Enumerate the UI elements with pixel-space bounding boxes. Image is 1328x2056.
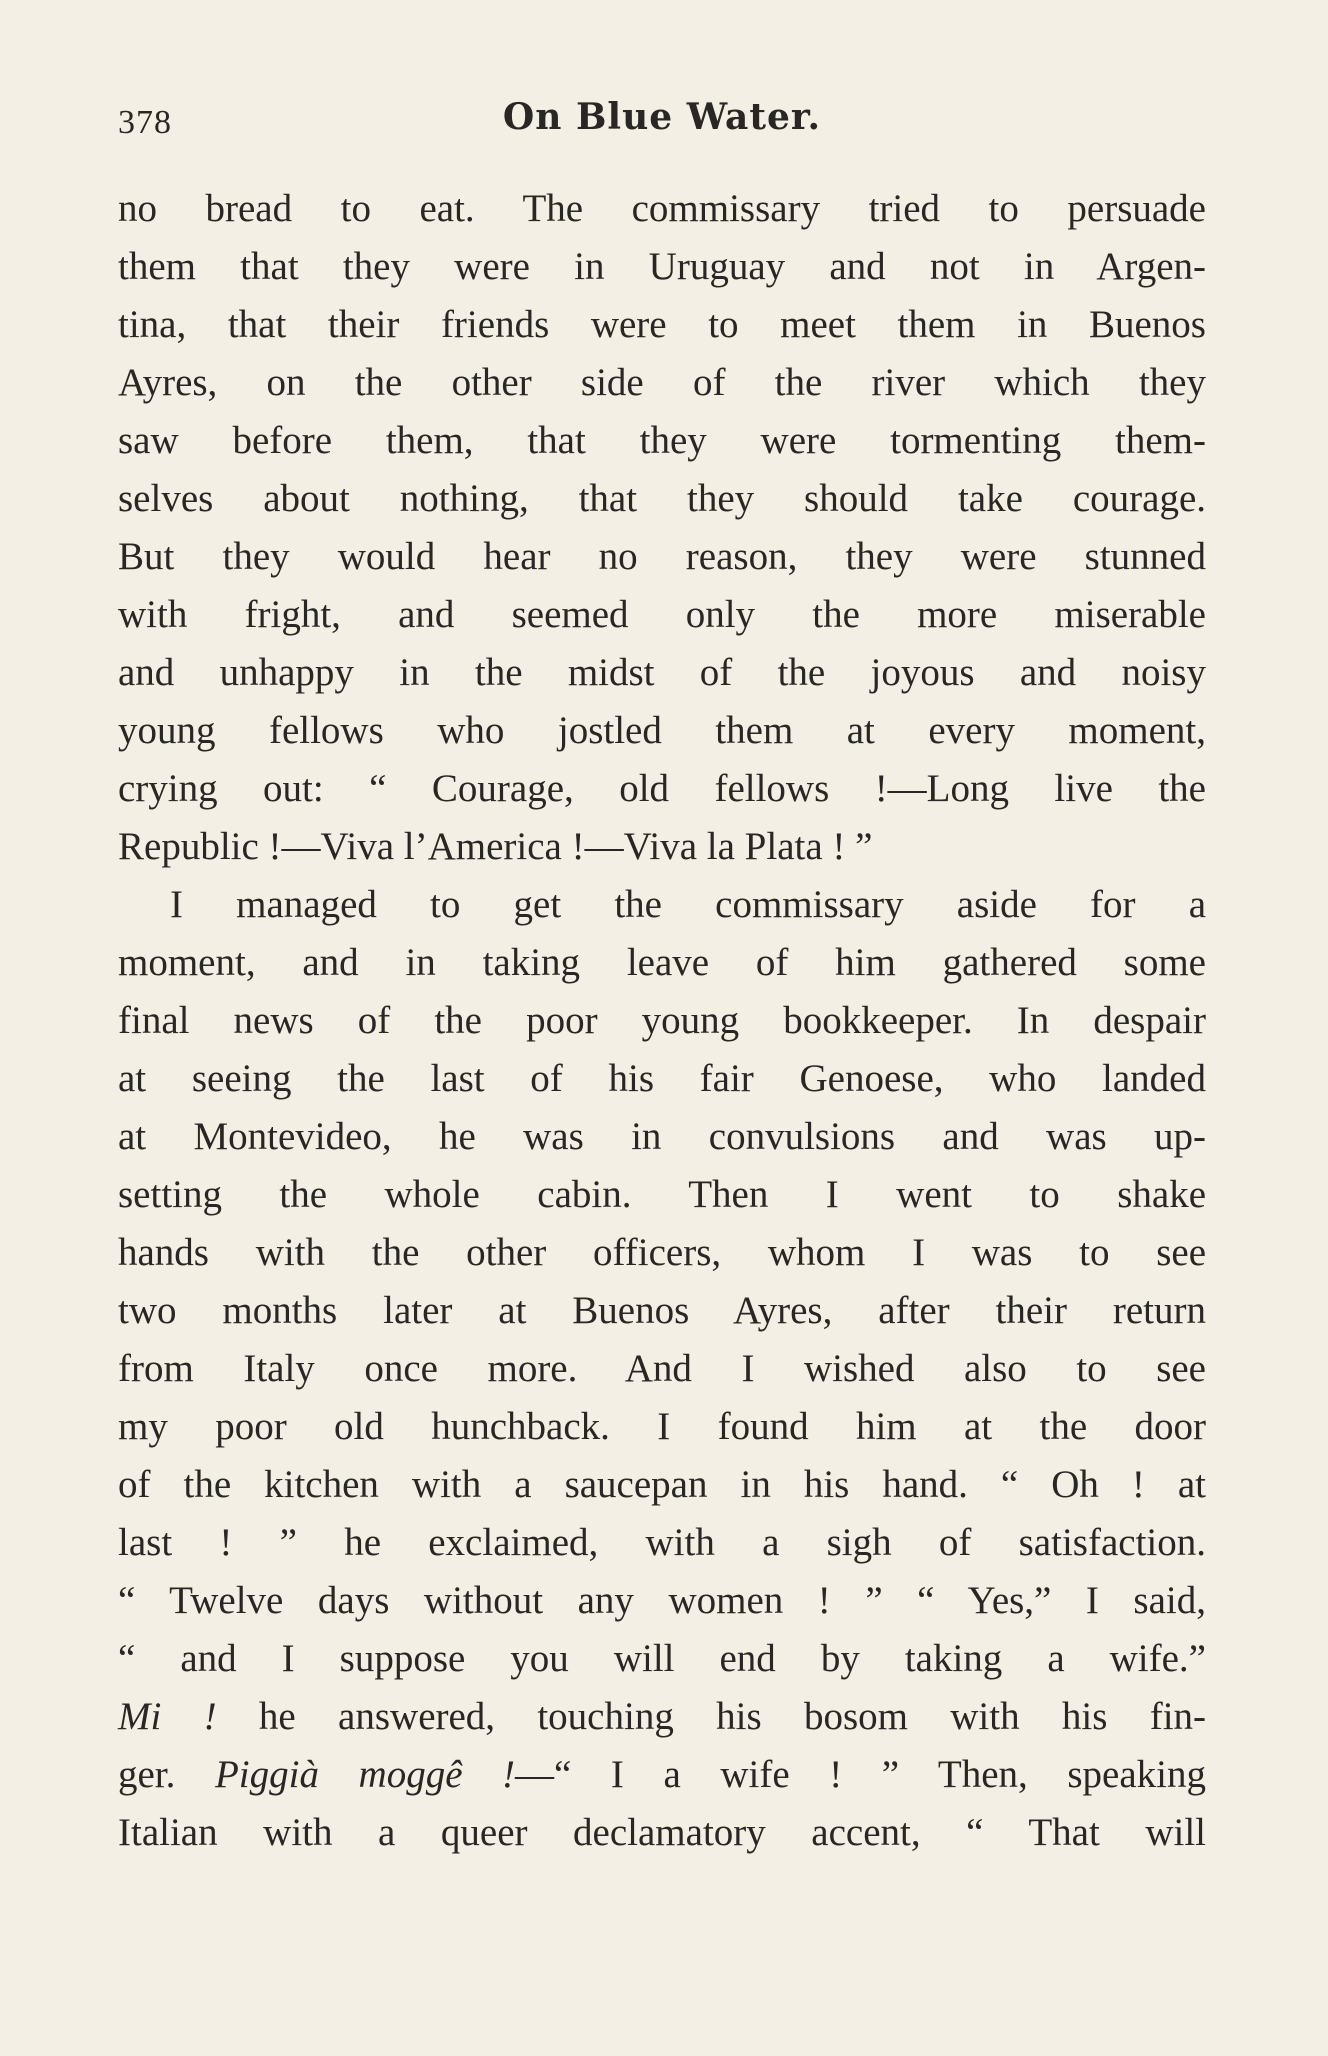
line-segment: he answered, touching his bosom with his fin-	[216, 1695, 1207, 1738]
text-line: saw before them, that they were tormenting them-	[118, 419, 1206, 462]
text-line: them that they were in Uruguay and not in Argen-	[118, 245, 1206, 288]
line-segment: ger.	[118, 1753, 215, 1796]
italic-phrase: Piggià moggê !	[214, 1753, 516, 1796]
text-line: “ and I suppose you will end by taking a wife.”	[118, 1637, 1206, 1680]
text-line: crying out: “ Courage, old fellows !—Long live the	[118, 767, 1206, 810]
text-line: two months later at Buenos Ayres, after their return	[118, 1289, 1206, 1332]
text-line	[118, 1688, 1206, 1746]
text-line: I managed to get the commissary aside for a	[170, 883, 1206, 926]
body-text	[118, 180, 1206, 1862]
text-line: young fellows who jostled them at every moment,	[118, 709, 1206, 752]
running-head	[118, 96, 1206, 148]
text-line: setting the whole cabin. Then I went to shake	[118, 1173, 1206, 1216]
page-number: 378	[118, 104, 172, 141]
text-line: of the kitchen with a saucepan in his hand. “ Oh ! at	[118, 1463, 1206, 1506]
text-line: hands with the other officers, whom I was to see	[118, 1231, 1206, 1274]
text-line: But they would hear no reason, they were stunned	[118, 535, 1206, 578]
text-line: and unhappy in the midst of the joyous and noisy	[118, 651, 1206, 694]
text-line: at Montevideo, he was in convulsions and was up-	[118, 1115, 1206, 1158]
text-line: selves about nothing, that they should take courage.	[118, 477, 1206, 520]
text-line: Italian with a queer declamatory accent, “ That will	[118, 1811, 1206, 1854]
text-line: with fright, and seemed only the more miserable	[118, 593, 1206, 636]
text-line: from Italy once more. And I wished also to see	[118, 1347, 1206, 1390]
text-line	[118, 1746, 1206, 1804]
line-segment: —“ I a wife ! ” Then, speaking	[515, 1753, 1206, 1796]
text-line: “ Twelve days without any women ! ” “ Yes,” I said,	[118, 1579, 1206, 1622]
text-line: Republic !—Viva l’America !—Viva la Plata ! ”	[118, 825, 873, 868]
text-line: my poor old hunchback. I found him at the door	[118, 1405, 1206, 1448]
text-line: tina, that their friends were to meet them in Buenos	[118, 303, 1206, 346]
italic-phrase: Mi !	[118, 1695, 217, 1738]
text-line: at seeing the last of his fair Genoese, who landed	[118, 1057, 1206, 1100]
running-title: On Blue Water.	[502, 96, 822, 138]
text-line: Ayres, on the other side of the river which they	[118, 361, 1206, 404]
text-line: no bread to eat. The commissary tried to persuade	[118, 187, 1206, 230]
text-line: moment, and in taking leave of him gathered some	[118, 941, 1206, 984]
text-line: final news of the poor young bookkeeper. In despair	[118, 999, 1206, 1042]
text-line: last ! ” he exclaimed, with a sigh of satisfaction.	[118, 1521, 1206, 1564]
